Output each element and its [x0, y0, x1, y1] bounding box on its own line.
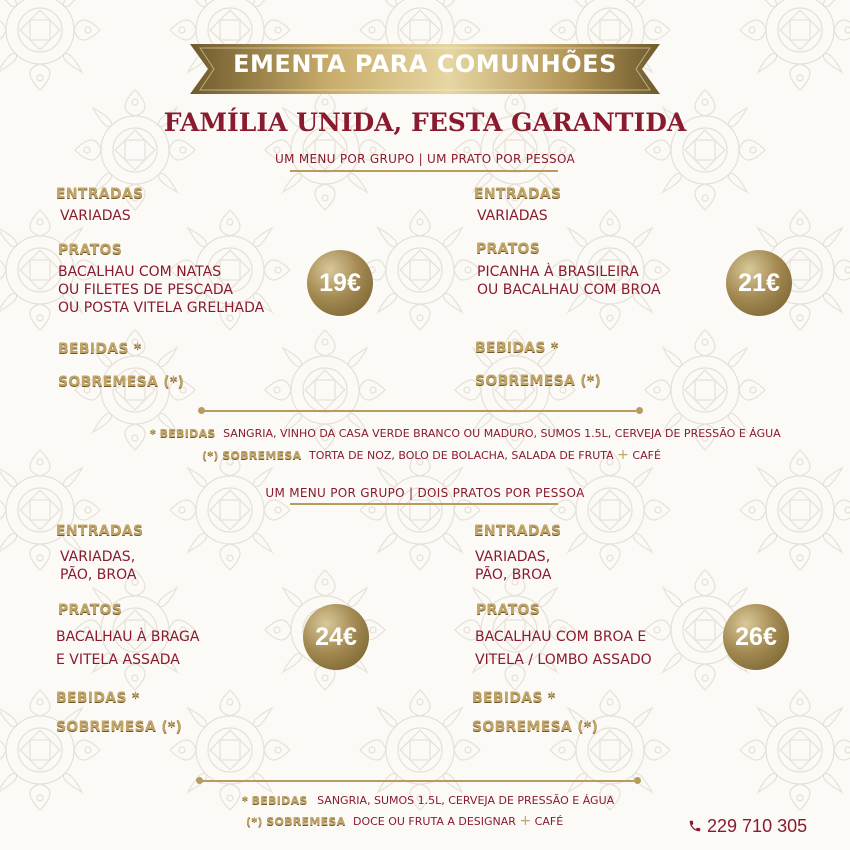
prato-item: VITELA / LOMBO ASSADO	[475, 652, 652, 668]
entradas-label: ENTRADAS	[56, 523, 144, 539]
sobremesa-mark: (*)	[577, 719, 599, 735]
sobremesa-mark: (*)	[163, 374, 185, 390]
pratos-label: PRATOS	[58, 242, 123, 258]
entradas-label: ENTRADAS	[474, 186, 562, 202]
bebidas-mark: *	[133, 341, 142, 357]
note-label: BEBIDAS	[251, 794, 308, 807]
price-badge: 19€	[307, 250, 373, 316]
prato-item: BACALHAU COM NATAS	[58, 264, 222, 280]
section2-tagline: UM MENU POR GRUPO | DOIS PRATOS POR PESSOA	[265, 486, 585, 500]
note-mark: *	[242, 794, 249, 807]
note-mark: (*)	[246, 815, 263, 828]
bebidas-note	[150, 427, 781, 440]
prato-item: OU POSTA VITELA GRELHADA	[58, 300, 265, 316]
entradas-item: VARIADAS	[477, 208, 548, 224]
prato-item: E VITELA ASSADA	[56, 652, 180, 668]
price-badge: 26€	[723, 604, 789, 670]
note-label: SOBREMESA	[266, 815, 346, 828]
divider-dot	[634, 777, 641, 784]
bebidas-row	[58, 338, 141, 357]
phone-icon	[688, 819, 702, 833]
entradas-item: VARIADAS	[60, 208, 131, 224]
sobremesa-label: SOBREMESA	[475, 373, 576, 389]
entradas-label: ENTRADAS	[474, 523, 562, 539]
entradas-label: ENTRADAS	[56, 186, 144, 202]
sobremesa-note	[246, 813, 563, 829]
prato-item: BACALHAU COM BROA E	[475, 629, 647, 645]
bebidas-mark: *	[547, 690, 556, 706]
prato-item: OU FILETES DE PESCADA	[58, 282, 233, 298]
cafe-text: CAFÉ	[534, 815, 564, 828]
tagline-underline	[290, 503, 558, 505]
note-label: SOBREMESA	[222, 449, 302, 462]
bebidas-note	[242, 794, 614, 807]
sobremesa-row	[472, 716, 598, 735]
note-label: BEBIDAS	[159, 427, 216, 440]
bebidas-row	[472, 687, 555, 706]
note-text: SANGRIA, VINHO DA CASA VERDE BRANCO OU MADURO, SUMOS 1.5L, CERVEJA DE PRESSÃO E ÁGUA	[223, 427, 781, 440]
sobremesa-row	[475, 370, 601, 389]
prato-item: BACALHAU À BRAGA	[56, 629, 200, 645]
bebidas-label: BEBIDAS	[56, 690, 127, 706]
cafe-text: CAFÉ	[632, 449, 661, 462]
note-text: DOCE OU FRUTA A DESIGNAR	[352, 815, 516, 828]
note-text: SANGRIA, SUMOS 1.5L, CERVEJA DE PRESSÃO E ÁGUA	[317, 794, 615, 807]
prato-item: PICANHA À BRASILEIRA	[477, 264, 639, 280]
pratos-label: PRATOS	[58, 602, 123, 618]
entradas-item: PÃO, BROA	[475, 567, 552, 583]
plus-sign: +	[617, 447, 629, 463]
section1-divider	[204, 410, 636, 412]
entradas-item: VARIADAS,	[475, 549, 551, 565]
bebidas-mark: *	[550, 340, 559, 356]
note-mark: *	[150, 427, 157, 440]
sobremesa-label: SOBREMESA	[58, 374, 159, 390]
sobremesa-row	[56, 716, 182, 735]
bebidas-label: BEBIDAS	[475, 340, 546, 356]
divider-dot	[636, 407, 643, 414]
plus-sign: +	[519, 813, 532, 829]
tagline-underline	[290, 170, 558, 172]
bebidas-label: BEBIDAS	[58, 341, 129, 357]
entradas-item: VARIADAS,	[60, 549, 136, 565]
bebidas-row	[56, 687, 139, 706]
menu-title: EMENTA PARA COMUNHÕES	[233, 50, 617, 78]
note-mark: (*)	[202, 449, 219, 462]
sobremesa-mark: (*)	[161, 719, 183, 735]
note-text: TORTA DE NOZ, BOLO DE BOLACHA, SALADA DE FRUTA	[308, 449, 614, 462]
bebidas-label: BEBIDAS	[472, 690, 543, 706]
phone-number: 229 710 305	[707, 816, 808, 836]
section1-tagline: UM MENU POR GRUPO | UM PRATO POR PESSOA	[274, 152, 575, 166]
bebidas-mark: *	[131, 690, 140, 706]
sobremesa-label: SOBREMESA	[56, 719, 157, 735]
contact-phone[interactable]	[688, 816, 807, 837]
sobremesa-mark: (*)	[580, 373, 602, 389]
prato-item: OU BACALHAU COM BROA	[477, 282, 661, 298]
section2-divider	[202, 780, 634, 782]
sobremesa-row	[58, 371, 184, 390]
page-subtitle: FAMÍLIA UNIDA, FESTA GARANTIDA	[163, 108, 687, 137]
price-badge: 21€	[726, 250, 792, 316]
sobremesa-note	[202, 447, 661, 463]
pratos-label: PRATOS	[476, 602, 541, 618]
bebidas-row	[475, 337, 558, 356]
price-badge: 24€	[303, 604, 369, 670]
pratos-label: PRATOS	[476, 241, 541, 257]
entradas-item: PÃO, BROA	[60, 567, 137, 583]
sobremesa-label: SOBREMESA	[472, 719, 573, 735]
